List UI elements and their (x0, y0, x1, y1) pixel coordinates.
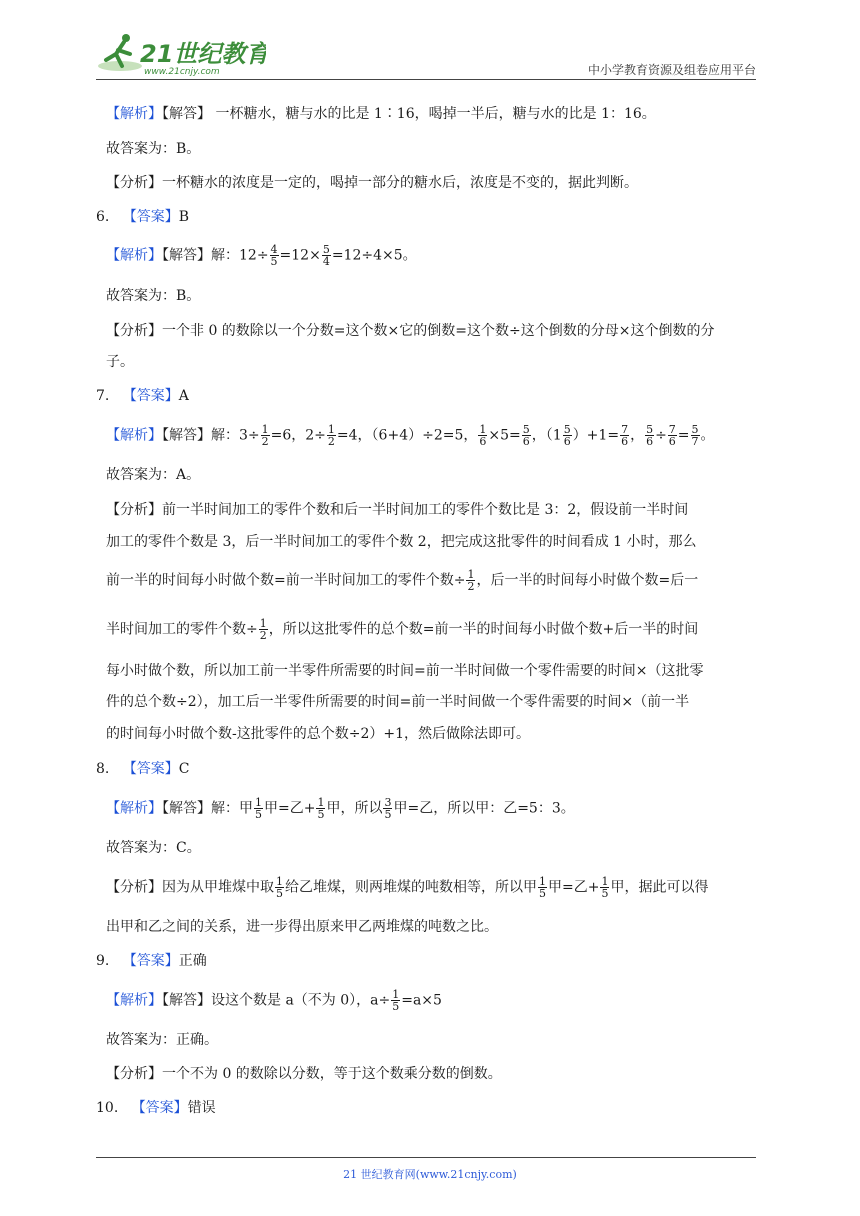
q7-analysis-line7: 的时间每小时做个数-这批零件的总个数÷2）+1，然后做除法即可。 (106, 726, 531, 742)
q7-analysis-line3: 前一半的时间每小时做个数=前一半时间加工的零件个数÷ $\frac{1}{2}$ ，后一半的时间每小时做个数=后一 (106, 568, 699, 593)
q7-solution: 【解析】【解答】解：3÷ $\frac{1}{2}$ =6，2÷ $\frac{1}{2}$ =4，（6+4）÷2=5， $\frac{1}{6}$ ×5= $\frac{5}{6}$ ，（1 $\frac{5}{6}$ ）+1= $\frac{7}{6}$ ， $\frac{5}{6}$ ÷ $\frac{7}{6}$ = $\frac{5}{7}$ 。 (106, 423, 715, 448)
fenxi-tag: 【分析】 (106, 175, 162, 191)
q9-heading: 9. 【答案】正确 (96, 953, 207, 969)
fraction: $\frac{1}{6}$ (479, 423, 487, 448)
platform-title: 中小学教育资源及组卷应用平台 (587, 63, 756, 77)
fraction: $\frac{1}{5}$ (255, 796, 262, 821)
q8-answer: 故答案为：C。 (106, 840, 201, 856)
q10-heading: 10. 【答案】错误 (96, 1100, 216, 1116)
fraction: $\frac{1}{2}$ (259, 617, 267, 642)
jiexi-tag: 【解析】 (106, 106, 162, 122)
q8-analysis-line1: 【分析】因为从甲堆煤中取 $\frac{1}{5}$ 给乙堆煤，则两堆煤的吨数相等，所以甲 $\frac{1}{5}$ 甲=乙+ $\frac{1}{5}$ 甲，据此可以得 (106, 875, 709, 900)
fraction: $\frac{1}{2}$ (327, 423, 335, 448)
fraction: $\frac{1}{5}$ (539, 875, 546, 900)
svg-text:21世纪教育: 21世纪教育 (140, 40, 266, 68)
fraction: $\frac{5}{6}$ (646, 423, 654, 448)
q6-solution: 【解析】【解答】解：12÷ $\frac{4}{5}$ =12× $\frac{5}{4}$ =12÷4×5。 (106, 243, 417, 268)
svg-text:www.21cnjy.com: www.21cnjy.com (144, 67, 220, 76)
q7-answer: 故答案为：A。 (106, 467, 201, 483)
fraction: $\frac{5}{4}$ (322, 243, 330, 268)
footer-divider (96, 1157, 756, 1158)
jieda-tag: 【解答】 (162, 106, 211, 122)
fraction: $\frac{7}{6}$ (668, 423, 676, 448)
header-divider (96, 79, 756, 80)
fraction: $\frac{5}{6}$ (563, 423, 571, 448)
q5-analysis: 【分析】一杯糖水的浓度是一定的，喝掉一部分的糖水后，浓度是不变的，据此判断。 (106, 175, 638, 191)
page-header (96, 28, 756, 80)
q6-analysis-line2: 子。 (106, 354, 134, 370)
fraction: $\frac{4}{5}$ (270, 243, 278, 268)
q6-analysis-line1: 【分析】一个非 0 的数除以一个分数=这个数×它的倒数=这个数÷这个倒数的分母×这个倒数的分 (106, 323, 715, 339)
fraction: $\frac{5}{6}$ (522, 423, 530, 448)
fraction: $\frac{3}{5}$ (384, 796, 392, 821)
fraction: $\frac{5}{7}$ (691, 423, 699, 448)
q8-analysis-line2: 出甲和乙之间的关系，进一步得出原来甲乙两堆煤的吨数之比。 (106, 919, 498, 935)
fraction: $\frac{1}{5}$ (317, 796, 325, 821)
fraction: $\frac{1}{2}$ (261, 423, 269, 448)
q9-solution: 【解析】【解答】设这个数是 a（不为 0），a÷ $\frac{1}{5}$ =a×5 (106, 988, 442, 1013)
footer-text: 21 世纪教育网(www.21cnjy.com) (343, 1168, 517, 1181)
q9-analysis: 【分析】一个不为 0 的数除以分数，等于这个数乘分数的倒数。 (106, 1066, 502, 1082)
site-logo (96, 32, 266, 76)
q9-answer: 故答案为：正确。 (106, 1032, 218, 1048)
q7-analysis-line5: 每小时做个数，所以加工前一半零件所需要的时间=前一半时间做一个零件需要的时间×（这批零 (106, 663, 704, 679)
q7-analysis-line6: 件的总个数÷2），加工后一半零件所需要的时间=前一半时间做一个零件需要的时间×（前一半 (106, 694, 690, 710)
fraction: $\frac{1}{5}$ (601, 875, 609, 900)
fraction: $\frac{1}{5}$ (392, 988, 400, 1013)
answer-value: B (178, 209, 190, 225)
q7-analysis-line1: 【分析】前一半时间加工的零件个数和后一半时间加工的零件个数比是 3：2，假设前一半时间 (106, 502, 689, 518)
fraction: $\frac{7}{6}$ (621, 423, 629, 448)
q6-heading (96, 207, 189, 227)
fraction: $\frac{1}{2}$ (467, 568, 475, 593)
q5-solution: 【解析】【解答】 一杯糖水，糖与水的比是 1∶16，喝掉一半后，糖与水的比是 1：16。 (106, 106, 656, 122)
q5-answer: 故答案为：B。 (106, 141, 201, 157)
q8-solution: 【解析】【解答】解：甲 $\frac{1}{5}$ 甲=乙+ $\frac{1}{5}$ 甲，所以 $\frac{3}{5}$ 甲=乙，所以甲：乙=5：3。 (106, 796, 575, 821)
daan-tag: 【答案】 (122, 209, 179, 225)
q7-analysis-line4: 半时间加工的零件个数÷ $\frac{1}{2}$ ，所以这批零件的总个数=前一半的时间每小时做个数+后一半的时间 (106, 617, 699, 642)
q6-answer: 故答案为：B。 (106, 288, 201, 304)
q7-heading: 7. 【答案】A (96, 388, 189, 404)
q7-analysis-line2: 加工的零件个数是 3，后一半时间加工的零件个数 2，把完成这批零件的时间看成 1 小时，那么 (106, 534, 697, 550)
fraction: $\frac{1}{5}$ (276, 875, 283, 900)
q8-heading: 8. 【答案】C (96, 761, 190, 777)
question-number: 6. (96, 209, 110, 225)
